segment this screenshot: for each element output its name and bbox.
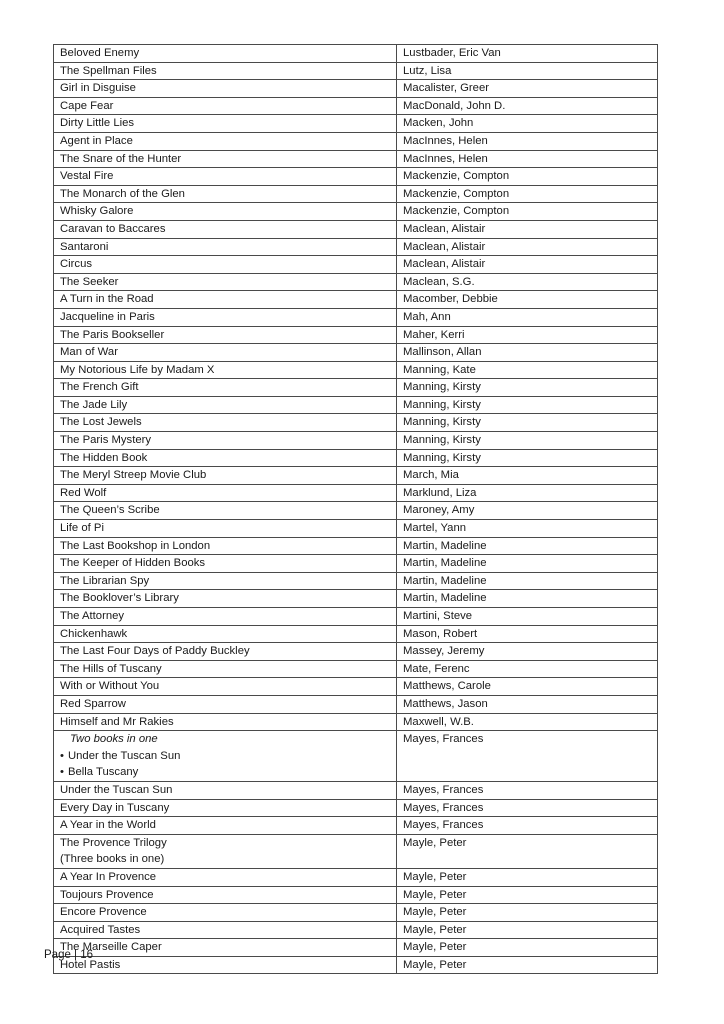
title-cell: Santaroni xyxy=(54,238,397,256)
title-cell: My Notorious Life by Madam X xyxy=(54,361,397,379)
title-cell: Whisky Galore xyxy=(54,203,397,221)
title-cell: The Hidden Book xyxy=(54,449,397,467)
title-cell: Man of War xyxy=(54,344,397,362)
table-row xyxy=(54,185,658,203)
author-cell: Matthews, Carole xyxy=(397,678,658,696)
title-cell: Circus xyxy=(54,256,397,274)
author-cell: Manning, Kate xyxy=(397,361,658,379)
table-row xyxy=(54,62,658,80)
table-row xyxy=(54,886,658,904)
author-cell: Martel, Yann xyxy=(397,520,658,538)
table-row-trilogy xyxy=(54,834,658,868)
author-cell: Mayes, Frances xyxy=(397,781,658,799)
title-cell: The Librarian Spy xyxy=(54,572,397,590)
table-row xyxy=(54,168,658,186)
author-cell: Manning, Kirsty xyxy=(397,396,658,414)
table-row xyxy=(54,45,658,63)
compound-heading: Two books in one xyxy=(70,733,158,746)
author-cell: Manning, Kirsty xyxy=(397,414,658,432)
author-cell: Mayes, Frances xyxy=(397,817,658,835)
title-cell: The Last Four Days of Paddy Buckley xyxy=(54,643,397,661)
title-cell: Red Wolf xyxy=(54,484,397,502)
author-cell: Manning, Kirsty xyxy=(397,432,658,450)
author-cell: Mayes, Frances xyxy=(397,731,658,782)
title-cell: Caravan to Baccares xyxy=(54,220,397,238)
author-cell: Mate, Ferenc xyxy=(397,660,658,678)
book-list-body-3 xyxy=(54,868,658,974)
book-list-body-2 xyxy=(54,781,658,834)
author-cell: Massey, Jeremy xyxy=(397,643,658,661)
author-cell: Maclean, Alistair xyxy=(397,256,658,274)
author-cell: MacDonald, John D. xyxy=(397,97,658,115)
table-row xyxy=(54,396,658,414)
table-row xyxy=(54,273,658,291)
table-row xyxy=(54,344,658,362)
table-row xyxy=(54,590,658,608)
table-row xyxy=(54,781,658,799)
author-cell: Manning, Kirsty xyxy=(397,379,658,397)
title-cell: Life of Pi xyxy=(54,520,397,538)
author-cell: Mayle, Peter xyxy=(397,868,658,886)
table-row xyxy=(54,115,658,133)
title-cell: Under the Tuscan Sun xyxy=(54,781,397,799)
author-cell: Maher, Kerri xyxy=(397,326,658,344)
author-cell: Mayle, Peter xyxy=(397,939,658,957)
author-cell: Martin, Madeline xyxy=(397,590,658,608)
author-cell: Mayle, Peter xyxy=(397,834,658,868)
trilogy-title: The Provence Trilogy xyxy=(60,836,167,849)
trilogy-subtitle: (Three books in one) xyxy=(60,853,165,866)
author-cell: Mayle, Peter xyxy=(397,921,658,939)
title-cell xyxy=(54,731,397,782)
table-row xyxy=(54,799,658,817)
author-cell: MacInnes, Helen xyxy=(397,150,658,168)
title-cell: The Snare of the Hunter xyxy=(54,150,397,168)
table-row xyxy=(54,921,658,939)
title-cell: The Queen’s Scribe xyxy=(54,502,397,520)
table-row xyxy=(54,414,658,432)
table-row xyxy=(54,467,658,485)
author-cell: Lustbader, Eric Van xyxy=(397,45,658,63)
author-cell: Maxwell, W.B. xyxy=(397,713,658,731)
title-cell: Hotel Pastis xyxy=(54,956,397,974)
title-cell: The Marseille Caper xyxy=(54,939,397,957)
title-cell: Agent in Place xyxy=(54,132,397,150)
author-cell: Mayle, Peter xyxy=(397,904,658,922)
table-row xyxy=(54,695,658,713)
table-row xyxy=(54,678,658,696)
title-cell: Dirty Little Lies xyxy=(54,115,397,133)
book-list-table xyxy=(53,44,658,974)
table-row xyxy=(54,520,658,538)
title-cell: The Booklover’s Library xyxy=(54,590,397,608)
table-row xyxy=(54,97,658,115)
title-cell: The Last Bookshop in London xyxy=(54,537,397,555)
author-cell: Mackenzie, Compton xyxy=(397,168,658,186)
table-row xyxy=(54,256,658,274)
title-cell: The Lost Jewels xyxy=(54,414,397,432)
table-row xyxy=(54,625,658,643)
table-row xyxy=(54,608,658,626)
table-row xyxy=(54,555,658,573)
title-cell: A Year In Provence xyxy=(54,868,397,886)
title-cell: With or Without You xyxy=(54,678,397,696)
author-cell: Martini, Steve xyxy=(397,608,658,626)
title-cell: Encore Provence xyxy=(54,904,397,922)
table-row xyxy=(54,449,658,467)
author-cell: Mayle, Peter xyxy=(397,886,658,904)
table-row xyxy=(54,291,658,309)
title-cell: A Turn in the Road xyxy=(54,291,397,309)
table-row xyxy=(54,326,658,344)
title-cell: The Seeker xyxy=(54,273,397,291)
title-cell: Beloved Enemy xyxy=(54,45,397,63)
table-row xyxy=(54,238,658,256)
table-row xyxy=(54,956,658,974)
title-cell: The Keeper of Hidden Books xyxy=(54,555,397,573)
author-cell: Mackenzie, Compton xyxy=(397,203,658,221)
table-row xyxy=(54,502,658,520)
author-cell: Martin, Madeline xyxy=(397,555,658,573)
trilogy-row-body xyxy=(54,834,658,868)
author-cell: Maclean, Alistair xyxy=(397,220,658,238)
title-cell: The Meryl Streep Movie Club xyxy=(54,467,397,485)
title-cell: The Jade Lily xyxy=(54,396,397,414)
table-row xyxy=(54,868,658,886)
table-row xyxy=(54,817,658,835)
author-cell: Mackenzie, Compton xyxy=(397,185,658,203)
title-cell xyxy=(54,834,397,868)
author-cell: March, Mia xyxy=(397,467,658,485)
compound-item: • Bella Tuscany xyxy=(60,764,396,781)
title-cell: Toujours Provence xyxy=(54,886,397,904)
author-cell: MacInnes, Helen xyxy=(397,132,658,150)
table-row xyxy=(54,713,658,731)
table-row xyxy=(54,660,658,678)
table-row xyxy=(54,361,658,379)
author-cell: Marklund, Liza xyxy=(397,484,658,502)
author-cell: Macken, John xyxy=(397,115,658,133)
title-cell: Every Day in Tuscany xyxy=(54,799,397,817)
author-cell: Macalister, Greer xyxy=(397,80,658,98)
title-cell: Red Sparrow xyxy=(54,695,397,713)
compound-row-body xyxy=(54,731,658,782)
page-number: Page | 16 xyxy=(44,949,94,961)
author-cell: Macomber, Debbie xyxy=(397,291,658,309)
title-cell: The French Gift xyxy=(54,379,397,397)
table-row xyxy=(54,220,658,238)
title-cell: Cape Fear xyxy=(54,97,397,115)
author-cell: Mayes, Frances xyxy=(397,799,658,817)
title-cell: Chickenhawk xyxy=(54,625,397,643)
table-row xyxy=(54,484,658,502)
table-row-compound xyxy=(54,731,658,782)
title-cell: A Year in the World xyxy=(54,817,397,835)
author-cell: Manning, Kirsty xyxy=(397,449,658,467)
table-row xyxy=(54,537,658,555)
compound-item: • Under the Tuscan Sun xyxy=(60,748,396,765)
table-row xyxy=(54,308,658,326)
title-cell: The Spellman Files xyxy=(54,62,397,80)
table-row xyxy=(54,432,658,450)
title-cell: The Paris Bookseller xyxy=(54,326,397,344)
title-cell: Himself and Mr Rakies xyxy=(54,713,397,731)
table-row xyxy=(54,939,658,957)
author-cell: Mallinson, Allan xyxy=(397,344,658,362)
author-cell: Martin, Madeline xyxy=(397,572,658,590)
title-cell: The Hills of Tuscany xyxy=(54,660,397,678)
author-cell: Mah, Ann xyxy=(397,308,658,326)
table-row xyxy=(54,379,658,397)
book-list-body xyxy=(54,45,658,731)
author-cell: Martin, Madeline xyxy=(397,537,658,555)
title-cell: Girl in Disguise xyxy=(54,80,397,98)
title-cell: The Monarch of the Glen xyxy=(54,185,397,203)
author-cell: Maclean, S.G. xyxy=(397,273,658,291)
title-cell: The Paris Mystery xyxy=(54,432,397,450)
author-cell: Mason, Robert xyxy=(397,625,658,643)
author-cell: Maclean, Alistair xyxy=(397,238,658,256)
table-row xyxy=(54,150,658,168)
table-row xyxy=(54,203,658,221)
author-cell: Matthews, Jason xyxy=(397,695,658,713)
table-row xyxy=(54,572,658,590)
title-cell: Vestal Fire xyxy=(54,168,397,186)
title-cell: Jacqueline in Paris xyxy=(54,308,397,326)
author-cell: Mayle, Peter xyxy=(397,956,658,974)
table-row xyxy=(54,904,658,922)
title-cell: Acquired Tastes xyxy=(54,921,397,939)
author-cell: Maroney, Amy xyxy=(397,502,658,520)
author-cell: Lutz, Lisa xyxy=(397,62,658,80)
table-row xyxy=(54,80,658,98)
table-row xyxy=(54,643,658,661)
table-row xyxy=(54,132,658,150)
title-cell: The Attorney xyxy=(54,608,397,626)
